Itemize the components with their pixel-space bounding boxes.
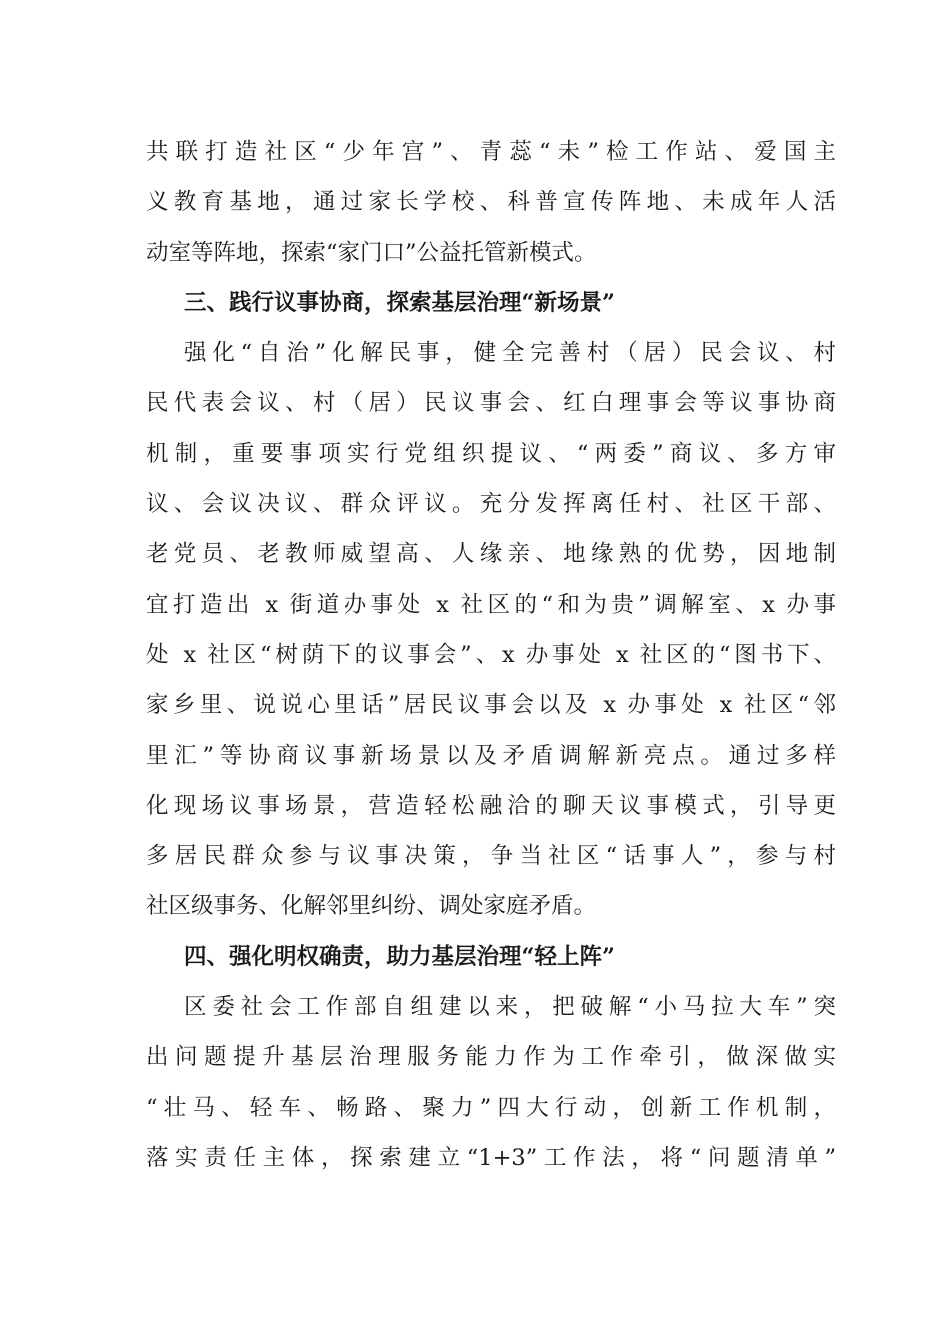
paragraph-line: 共联打造社区“少年宫”、青蕊“未”检工作站、爱国主 xyxy=(146,139,836,165)
paragraph-line: 议、会议决议、群众评议。充分发挥离任村、社区干部、 xyxy=(146,491,836,518)
paragraph-line: 化现场议事场景，营造轻松融洽的聊天议事模式，引导更 xyxy=(146,792,836,819)
paragraph-line: 动室等阵地，探索“家门口”公益托管新模式。 xyxy=(146,239,597,266)
paragraph-line: 老党员、老教师威望高、人缘亲、地缘熟的优势，因地制 xyxy=(146,541,836,568)
section-heading: 三、践行议事协商，探索基层治理“新场景” xyxy=(184,289,615,316)
paragraph-line: 多居民群众参与议事决策，争当社区“话事人”，参与村 xyxy=(146,843,836,870)
section-heading: 四、强化明权确责，助力基层治理“轻上阵” xyxy=(184,943,615,970)
paragraph-line: 社区级事务、化解邻里纠纷、调处家庭矛盾。 xyxy=(146,893,597,920)
paragraph-line: 义教育基地，通过家长学校、科普宣传阵地、未成年人活 xyxy=(146,189,836,216)
paragraph-line: 强化“自治”化解民事，健全完善村（居）民会议、村 xyxy=(184,340,836,367)
paragraph-line: 宜打造出 x 街道办事处 x 社区的“和为贵”调解室、x 办事 xyxy=(146,591,836,618)
paragraph-line: 落实责任主体，探索建立“1+3”工作法，将“问题清单” xyxy=(146,1144,836,1171)
paragraph-line: 出问题提升基层治理服务能力作为工作牵引，做深做实 xyxy=(146,1044,836,1071)
paragraph-line: 家乡里、说说心里话”居民议事会以及 x 办事处 x 社区“邻 xyxy=(146,692,836,719)
paragraph-line: 处 x 社区“树荫下的议事会”、x 办事处 x 社区的“图书下、 xyxy=(146,641,836,668)
paragraph-line: “壮马、轻车、畅路、聚力”四大行动，创新工作机制， xyxy=(146,1094,836,1121)
paragraph-line: 机制，重要事项实行党组织提议、“两委”商议、多方审 xyxy=(146,440,836,467)
paragraph-line: 里汇”等协商议事新场景以及矛盾调解新亮点。通过多样 xyxy=(146,742,836,769)
paragraph-line: 民代表会议、村（居）民议事会、红白理事会等议事协商 xyxy=(146,390,836,417)
paragraph-line: 区委社会工作部自组建以来，把破解“小马拉大车”突 xyxy=(184,994,836,1021)
document-body xyxy=(146,127,836,1183)
